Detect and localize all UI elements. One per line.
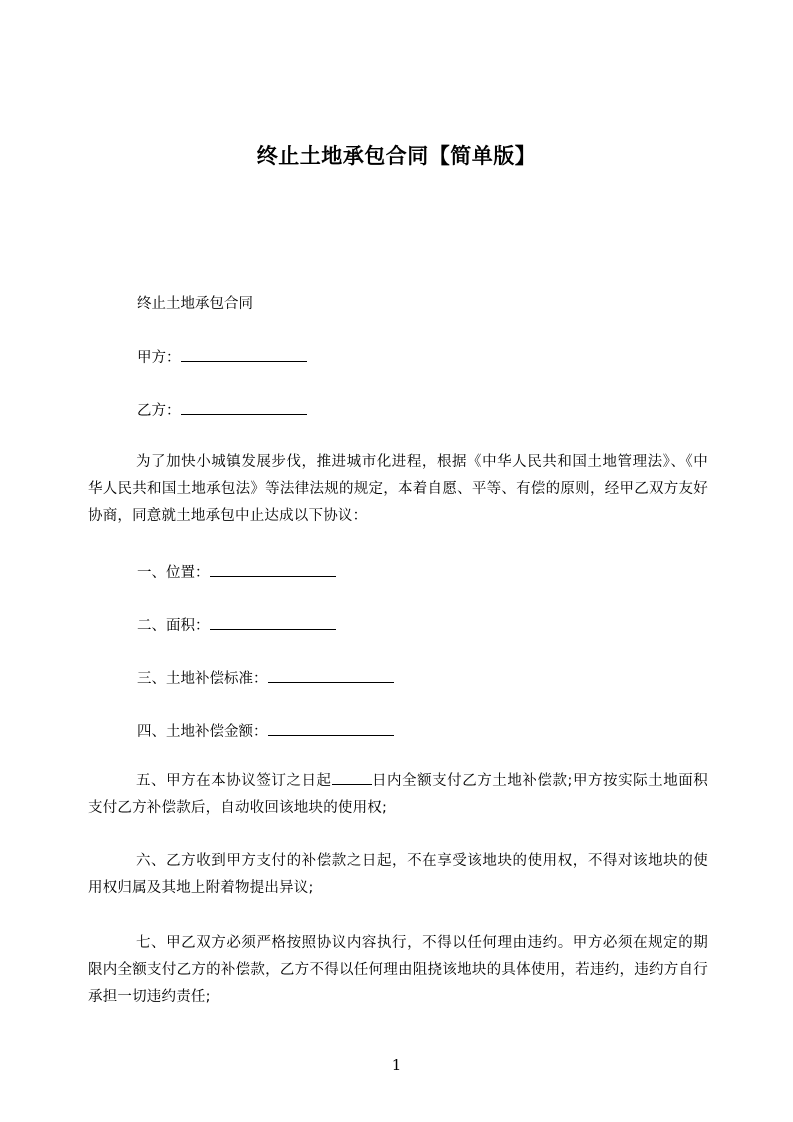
party-a-line [137,346,307,367]
document-title: 终止土地承包合同【简单版】 [256,144,537,168]
page-number: 1 [391,1056,402,1074]
item-compensation-standard [137,667,394,688]
item-compensation-standard-label: 三、土地补偿标准： [137,671,268,687]
item-compensation-standard-blank [268,668,394,683]
party-a-blank [181,347,307,362]
item-area [137,614,336,635]
item-location-label: 一、位置： [137,565,210,581]
item-payment-part2: 日内全额支付乙方土地补偿款;甲方按实际土地面积支付乙方补偿款后，自动收回该地块的使用权; [88,773,709,816]
party-b-label: 乙方： [137,403,181,419]
item-location [137,561,336,582]
item-compensation-amount [137,720,394,741]
item-breach-paragraph: 七、甲乙双方必须严格按照协议内容执行，不得以任何理由违约。甲方必须在规定的期限内全额支付乙方的补偿款，乙方不得以任何理由阻挠该地块的具体使用，若违约，违约方自行承担一切违约责任; [88,935,708,1005]
intro-paragraph: 为了加快小城镇发展步伐，推进城市化进程，根据《中华人民共和国土地管理法》、《中华人民共和国土地承包法》等法律法规的规定，本着自愿、平等、有偿的原则，经甲乙双方友好协商，同意就土地承包中止达成以下协议： [88,454,708,524]
party-b-line [137,399,307,420]
party-b-blank [181,400,307,415]
contract-subtitle: 终止土地承包合同 [137,296,253,312]
item-compensation-amount-blank [268,721,394,736]
item-rights-paragraph: 六、乙方收到甲方支付的补偿款之日起，不在享受该地块的使用权，不得对该地块的使用权归属及其地上附着物提出异议; [88,853,708,896]
item-payment-paragraph [88,768,708,822]
item-area-label: 二、面积： [137,618,210,634]
item-area-blank [210,615,336,630]
item-location-blank [210,562,336,577]
item-payment-days-blank [332,770,372,785]
party-a-label: 甲方： [137,350,181,366]
item-payment-part1: 五、甲方在本协议签订之日起 [136,773,332,789]
item-compensation-amount-label: 四、土地补偿金额： [137,724,268,740]
